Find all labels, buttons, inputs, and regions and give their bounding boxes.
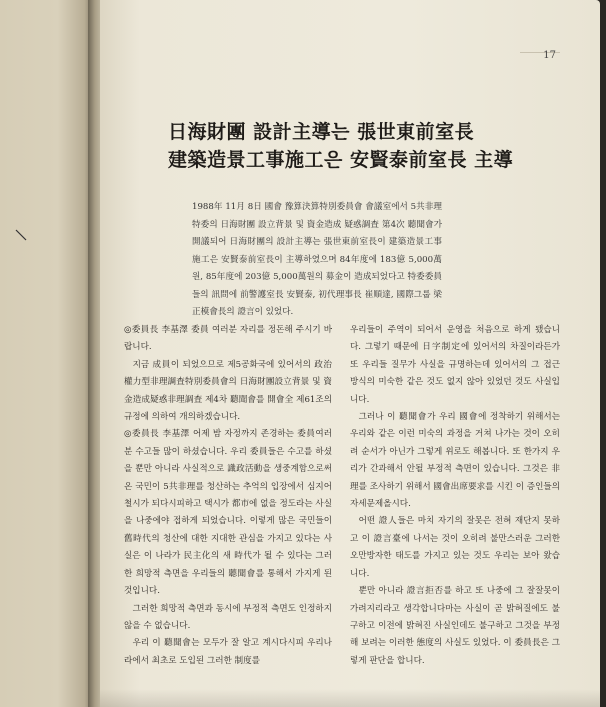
paragraph: ◎委員長 李基澤 어제 밤 자정까지 존경하는 委員여러분 수고들 많이 하셨습니다. 우리 委員들은 수고를 하셨을 뿐만 아니라 사실적으로 識政活動을 생중계함으로써 온 국민이 5共非理를 청산하는 추억의 입장에서 심지어 철시가 되다시피하고 택시가 都市에 없을 정도라는 사실을 나중에야 접하게 되었습니다. 이렇게 많은 국민들이 舊時代의 청산에 대한 지대한 관심을 가지고 있다는 사실은 이 나라가 民主化의 새 時代가 될 수 있다는 그러한 희망적 측면을 우리들의 聽聞會를 통해서 가지게 된 것입니다. [124, 429, 332, 597]
right-column [350, 322, 560, 670]
paragraph: 뿐만 아니라 證言拒否를 하고 또 나중에 그 잘잘못이 가려지리라고 생각합니다마는 사실이 곧 밝혀질에도 불구하고 이전에 밝혀진 사실인데도 불구하고 그것을 부정해 보려는 이러한 態度의 사실도 있었다. 이 委員長은 그렇게 판단을 합니다. [350, 586, 560, 666]
paragraph: 우리 이 聽聞會는 모두가 잘 알고 계시다시피 우리나라에서 최초로 도입된 그러한 制度를 [124, 638, 332, 666]
paragraph: 지금 成員이 되었으므로 제5공화국에 있어서의 政治權力型非理調査特別委員會의 日海財團設立背景 및 資金造成疑惑非理調査 제4차 聽聞會를 開會全 제61조의 규정에 의하여 개의하겠습니다. [124, 359, 332, 423]
pen-mark [14, 228, 34, 248]
title-line-1: 日海財團 設計主導는 張世東前室長 [168, 121, 475, 143]
intro-summary: 1988年 11月 8日 國會 豫算決算特別委員會 會議室에서 5共非理特委의 日海財團 設立背景 및 資金造成 疑惑調査 第4次 聽聞會가 開議되어 日海財團의 設計主導는 張世東前室長이 建築造景工事施工은 安賢泰前室長이 主導하였으며 84年度에 183億 5,000萬원, 85年度에 203億 5,000萬원의 募金이 造成되었다고 特委委員들의 訊問에 前警護室長 安賢泰, 初代理事長 崔順達, 國際그룹 梁正模會長의 證言이 있었다. [192, 202, 442, 317]
left-column [124, 322, 332, 670]
article-title [168, 118, 548, 174]
paragraph: 우리들이 주역이 되어서 운영을 처음으로 하게 됐습니다. 그렇기 때문에 日字制定에 있어서의 차질이라든가 또 우리들 질무가 사실을 규명하는데 있어서의 그 접근방식의 미숙한 같은 것도 없지 않아 있었던 것도 사실입니다. [350, 325, 560, 405]
page-number: 17 [543, 50, 556, 61]
facing-page-edge [0, 0, 96, 707]
paragraph: 어떤 證人들은 마치 자기의 잘못은 전혀 재단지 못하고 이 證言臺에 나서는 것이 오히려 불만스러운 그러한 오만방자한 태도를 가지고 있는 것도 우리는 보아 왔습니다. [350, 516, 560, 579]
page-bottom-shadow [100, 689, 600, 707]
paragraph: ◎委員長 李基澤 委員 여러분 자리를 정돈해 주시기 바랍니다. [124, 325, 332, 353]
title-line-2: 建築造景工事施工은 安賢泰前室長 主導 [168, 149, 514, 171]
paragraph: 그러나 이 聽聞會가 우리 國會에 정착하기 위해서는 우리와 같은 이런 미숙의 과정을 거쳐 나가는 것이 오히려 순서가 아닌가 그렇게 위로도 해봅니다. 또 한가지 우리가 간과해서 안될 부정적 측면이 있습니다. 그것은 非理를 조사하기 위해서 國會出席要求를 시킨 이 증인들의 자세문제올시다. [350, 412, 560, 510]
paragraph: 그러한 희망적 측면과 동시에 부정적 측면도 인정하지 않을 수 없습니다. [124, 603, 332, 631]
